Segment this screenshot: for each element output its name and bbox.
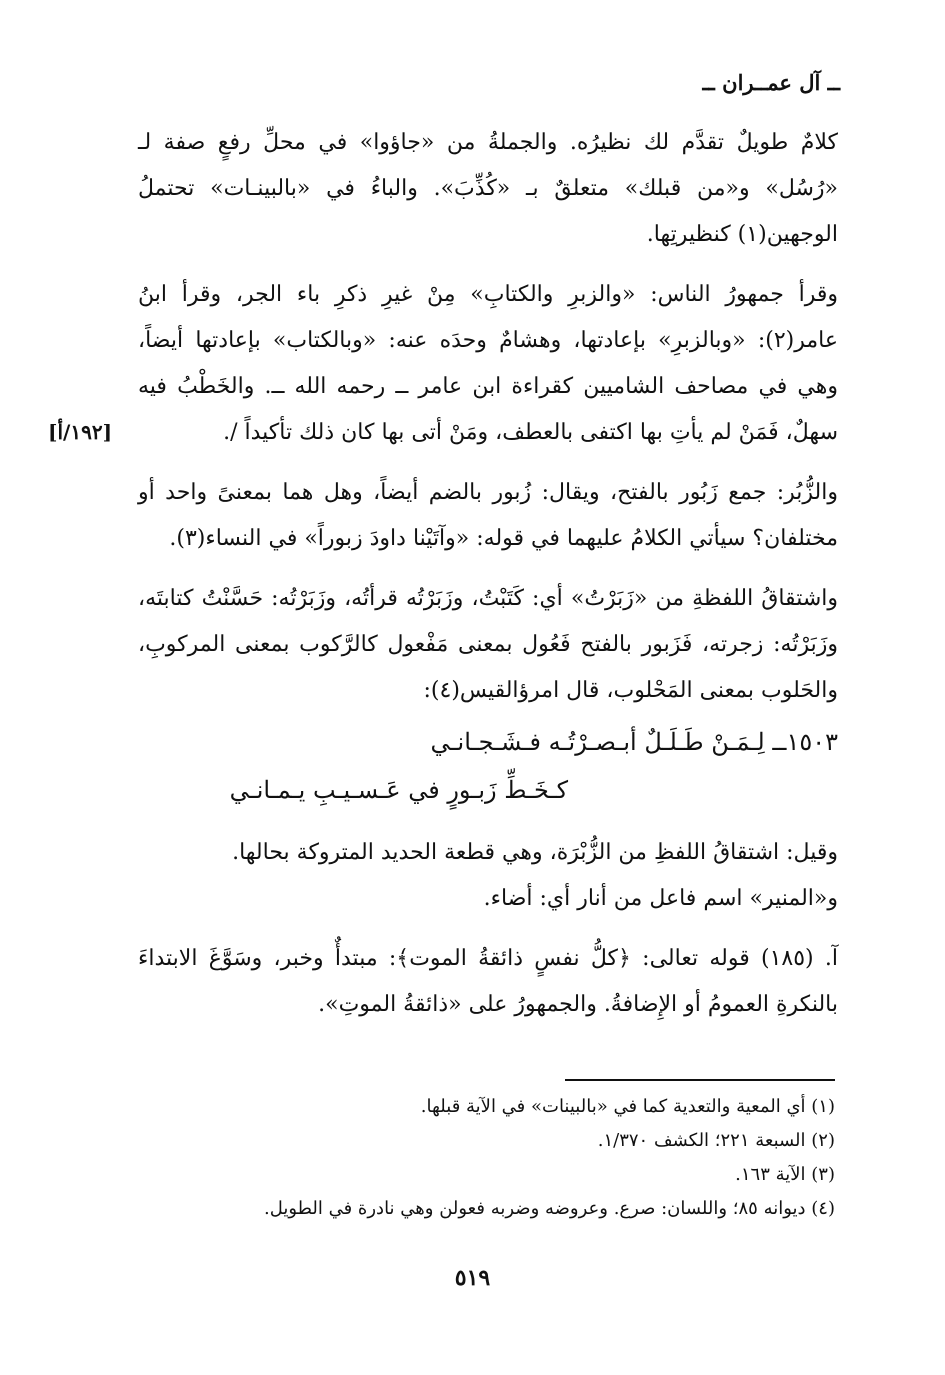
main-text	[138, 120, 838, 1042]
manuscript-folio-reference: [١٩٢/أ]	[48, 420, 113, 444]
paragraph: وقرأ جمهورُ الناس: «والزبرِ والكتابِ» مِنْ غيرِ ذكرِ باء الجر، وقرأ ابنُ عامر(٢): «وبالزبرِ» بإعادتها، وهشامٌ وحدَه عنه: «وبالكتاب» بإعادتها أيضاً، وهي في مصاحف الشاميين كقراءة ابن عامر ــ رحمه الله ــ. والخَطْبُ فيه سهلٌ، فَمَنْ لم يأتِ بها اكتفى بالعطف، ومَنْ أتى بها كان ذلك تأكيداً /.	[138, 282, 838, 445]
footnote: (٣) الآية ١٦٣.	[735, 1164, 835, 1185]
poetry-verse	[138, 718, 838, 814]
ayah-paragraph: آ. (١٨٥) قوله تعالى: ﴿كلُّ نفسٍ ذائقةُ الموت﴾: مبتدأٌ وخبر، وسَوَّغَ الابتداءَ بالنكرةِ العمومُ أو الإِضافةُ. والجمهورُ على «ذائقةُ الموتِ».	[138, 946, 838, 1017]
footnotes	[200, 1090, 835, 1226]
paragraph: و«المنير» اسم فاعل من أنار أي: أضاء.	[483, 886, 838, 911]
page-number: ٥١٩	[454, 1265, 491, 1291]
footnote: (٤) ديوانه ٨٥؛ واللسان: صرع. وعروضه وضربه فعولن وهي نادرة في الطويل.	[263, 1198, 835, 1219]
paragraph: واشتقاقُ اللفظةِ من «زَبَرْتُ» أي: كَتَبْتُ، وزَبَرْتُه قرأتُه، وزَبَرْتُه: حَسَّنْتُ كتابتَه، وزَبَرْتُه: زجرته، فَزَبور بالفتح فَعُول بمعنى مَفْعول كالرَّكوب بمعنى المركوبِ، والحَلوب بمعنى المَحْلوب، قال امرؤالقيس(٤):	[138, 586, 838, 703]
footnote: (٢) السبعة ٢٢١؛ الكشف ١/٣٧٠.	[597, 1130, 835, 1151]
paragraph: وقيل: اشتقاقُ اللفظِ من الزُّبْرَة، وهي قطعة الحديد المتروكة بحالها.	[232, 840, 838, 865]
paragraph: كلامٌ طويلٌ تقدَّم لك نظيرُه. والجملةُ من «جاؤوا» في محلِّ رفعٍ صفة لـ «رُسُل» و«من قبلك» متعلقٌ بـ «كُذِّبَ». والباءُ في «بالبينـات» تحتملُ الوجهين(١) كنظيرتِها.	[138, 130, 838, 247]
verse-second-hemistich: كـخَـطِّ زَبـورٍ في عَـسـيـبِ يـمـانـي	[229, 776, 568, 804]
running-header: ــ آل عمــران ــ	[702, 70, 840, 95]
footnote: (١) أي المعية والتعدية كما في «بالبينات» في الآية قبلها.	[420, 1096, 835, 1117]
paragraph: والزُّبُر: جمع زَبُور بالفتح، ويقال: زُبور بالضم أيضاً، وهل هما بمعنىً واحد أو مختلفان؟ سيأتي الكلامُ عليهما في قوله: «وآتَيْنا داودَ زبوراً» في النساء(٣).	[138, 480, 838, 551]
footnote-separator	[565, 1079, 835, 1081]
verse-first-hemistich: ١٥٠٣ــ لِـمَـنْ طَـلَـلٌ أبـصـرْتُـه فـشَـجـانـي	[430, 728, 838, 756]
